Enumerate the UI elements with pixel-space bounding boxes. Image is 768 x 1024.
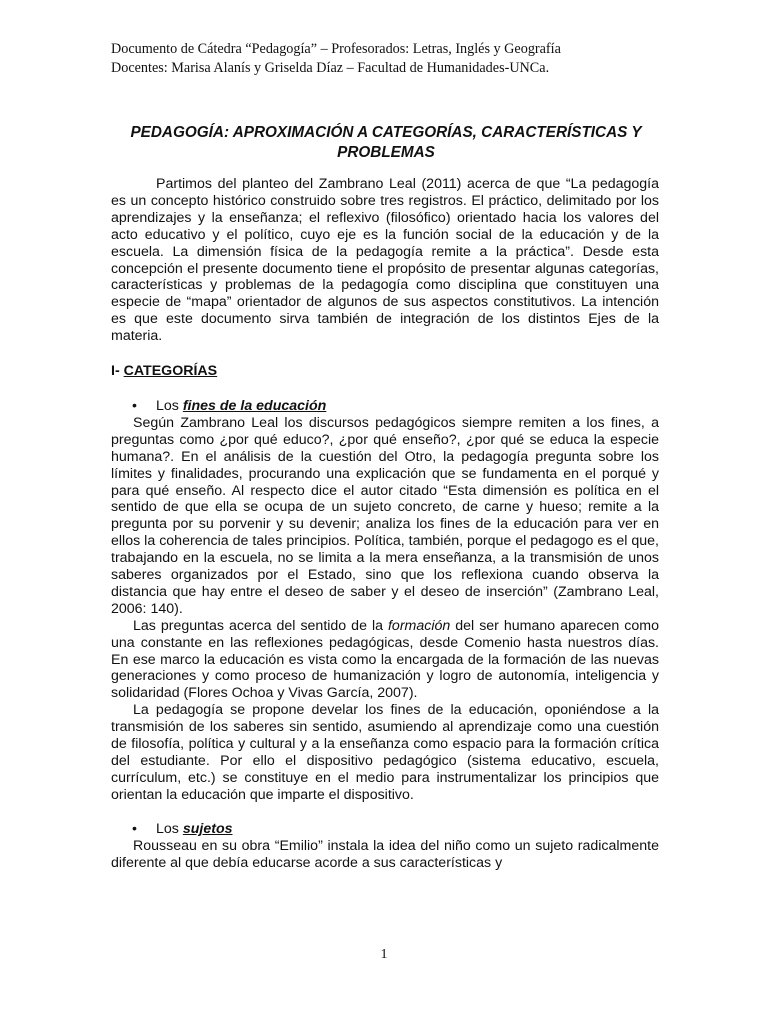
- bullet-sujetos: [111, 821, 659, 838]
- bullet-dot-icon: •: [132, 820, 137, 837]
- page-number: 1: [380, 947, 388, 962]
- paragraph-fines-2: [111, 618, 659, 703]
- para2-before: Las preguntas acerca del sentido de la: [133, 617, 388, 634]
- header-line-teachers: Docentes: Marisa Alanís y Griselda Díaz – Facultad de Humanidades-UNCa.: [111, 60, 550, 76]
- document-body: [111, 176, 659, 871]
- para2-italic: formación: [387, 617, 451, 634]
- document-header: [111, 40, 671, 78]
- bullet-term: sujetos: [182, 820, 233, 837]
- bullet-fines: [111, 398, 659, 415]
- bullet-term: fines de la educación: [182, 397, 327, 414]
- section-title: CATEGORÍAS: [123, 363, 218, 380]
- bullet-prefix: Los: [156, 820, 183, 837]
- intro-paragraph: Partimos del planteo del Zambrano Leal (2011) acerca de que “La pedagogía es un concepto histórico construido sobre tres registros. El práctico, delimitado por los aprendizajes y la enseñanza; el reflexivo (filosófico) orientado hacia los valores del acto educativo y el político, cuyo eje es la función social de la educación y de la escuela. La dimensión física de la pedagogía remite a la práctica”. Desde esta concepción el presente documento tiene el propósito de presentar algunas categorías, características y problemas de la pedagogía como disciplina que constituyen una especie de “mapa” orientador de algunos de sus aspectos constitutivos. La intención es que este documento sirva también de integración de los distintos Ejes de la materia.: [111, 176, 659, 345]
- document-title: PEDAGOGÍA: APROXIMACIÓN A CATEGORÍAS, CARACTERÍSTICAS Y PROBLEMAS: [130, 124, 642, 161]
- paragraph-fines-3: La pedagogía se propone develar los fines de la educación, oponiéndose a la transmisión de los saberes sin sentido, asumiendo al aprendizaje como una cuestión de filosofía, política y cultural y a la enseñanza como espacio para la formación crítica del estudiante. Por ello el dispositivo pedagógico (sistema educativo, escuela, currículum, etc.) se constituye en el medio para instrumentalizar los principios que orientan la educación que imparte el dispositivo.: [111, 702, 659, 803]
- para2-after: del ser humano aparecen como una constante en las reflexiones pedagógicas, desde Comenio hasta nuestros días. En ese marco la educación es vista como la encargada de la formación de las nuevas generaciones y como proceso de humanización y logro de autonomía, inteligencia y solidaridad (Flores Ochoa y Vivas García, 2007).: [111, 617, 659, 702]
- section-number: I-: [111, 363, 124, 380]
- bullet-dot-icon: •: [132, 397, 137, 414]
- paragraph-fines-1: Según Zambrano Leal los discursos pedagógicos siempre remiten a los fines, a preguntas como ¿por qué educo?, ¿por qué enseño?, ¿por qué se educa la especie humana?. En el análisis de la cuestión del Otro, la pedagogía pregunta sobre los límites y finalidades, procurando una explicación que se fundamenta en el porqué y para qué enseño. Al respecto dice el autor citado “Esta dimensión es política en el sentido de que ella se ocupa de un sujeto concreto, de carne y hueso; remite a la pregunta por su porvenir y su devenir; analiza los fines de la educación para ver en ellos la coherencia de tales principios. Política, también, porque el pedagogo es el que, trabajando en la escuela, no se limita a la mera enseñanza, a la transmisión de unos saberes organizados por el Estado, sino que los reflexiona cuando observa la distancia que hay entre el deseo de saber y el deseo de inserción” (Zambrano Leal, 2006: 140).: [111, 414, 659, 617]
- bullet-prefix: Los: [156, 397, 183, 414]
- header-line-course: Documento de Cátedra “Pedagogía” – Profesorados: Letras, Inglés y Geografía: [111, 41, 561, 57]
- section-heading-categorias: [111, 363, 659, 380]
- paragraph-sujetos-1: Rousseau en su obra “Emilio” instala la idea del niño como un sujeto radicalmente diferente al que debía educarse acorde a sus características y: [111, 837, 659, 871]
